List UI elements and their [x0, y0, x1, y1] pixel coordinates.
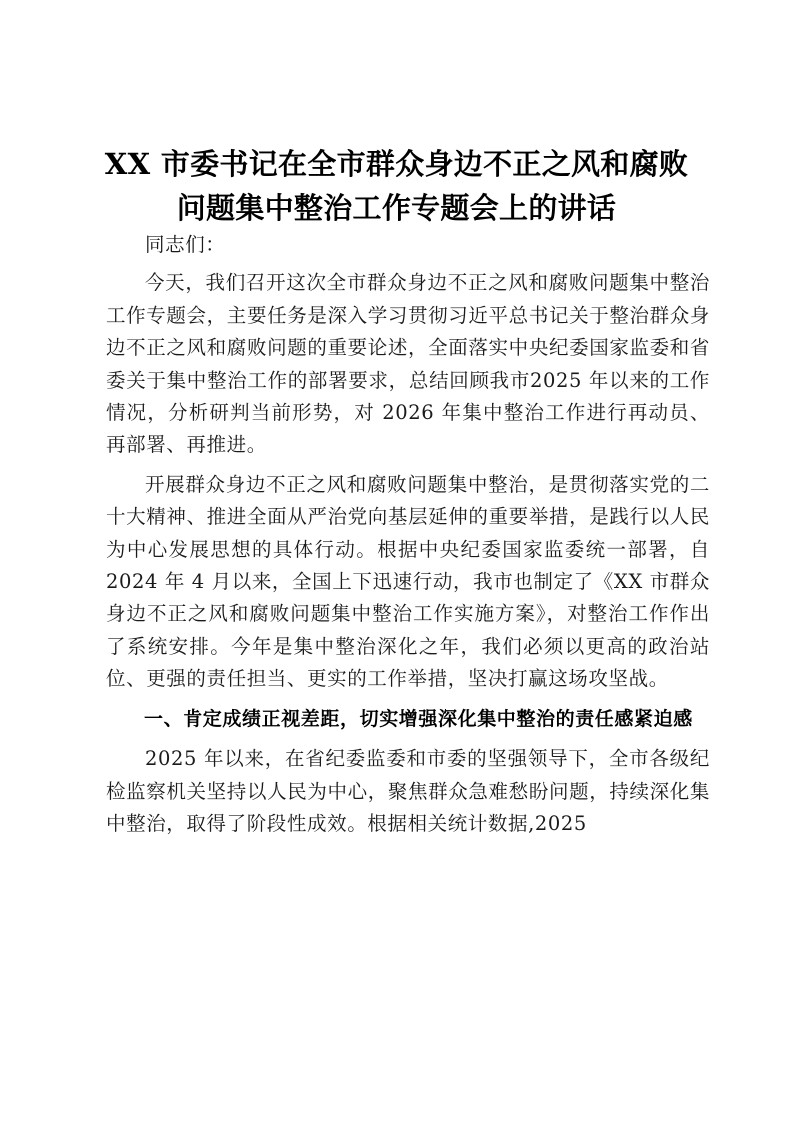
- document-title: [96, 142, 697, 230]
- title-line-2: 问题集中整治工作专题会上的讲话: [176, 191, 617, 225]
- section-1-paragraph: 2025 年以来，在省纪委监委和市委的坚强领导下，全市各级纪检监察机关坚持以人民为中心，聚焦群众急难愁盼问题，持续深化集中整治，取得了阶段性成效。根据相关统计数据,2025: [106, 747, 710, 835]
- section-1-heading: 一、肯定成绩正视差距，切实增强深化集中整治的责任感紧迫感: [144, 707, 693, 730]
- paragraph-opening: 今天，我们召开这次全市群众身边不正之风和腐败问题集中整治工作专题会，主要任务是深入学习贯彻习近平总书记关于整治群众身边不正之风和腐败问题的重要论述，全面落实中央纪委国家监委和省委关于集中整治工作的部署要求，总结回顾我市2025 年以来的工作情况，分析研判当前形势，对 2026 年集中整治工作进行再动员、再部署、再推进。: [106, 271, 710, 457]
- document-body: [106, 229, 710, 847]
- title-line-1: XX 市委书记在全市群众身边不正之风和腐败: [104, 147, 689, 181]
- paragraph-background: 开展群众身边不正之风和腐败问题集中整治，是贯彻落实党的二十大精神、推进全面从严治党向基层延伸的重要举措，是践行以人民为中心发展思想的具体行动。根据中央纪委国家监委统一部署，自 2024 年 4 月以来，全国上下迅速行动，我市也制定了《XX 市群众身边不正之风和腐败问题集中整治工作实施方案》，对整治工作作出了系统安排。今年是集中整治深化之年，我们必须以更高的政治站位、更强的责任担当、更实的工作举措，坚决打赢这场攻坚战。: [106, 472, 710, 691]
- salutation: 同志们：: [145, 233, 226, 256]
